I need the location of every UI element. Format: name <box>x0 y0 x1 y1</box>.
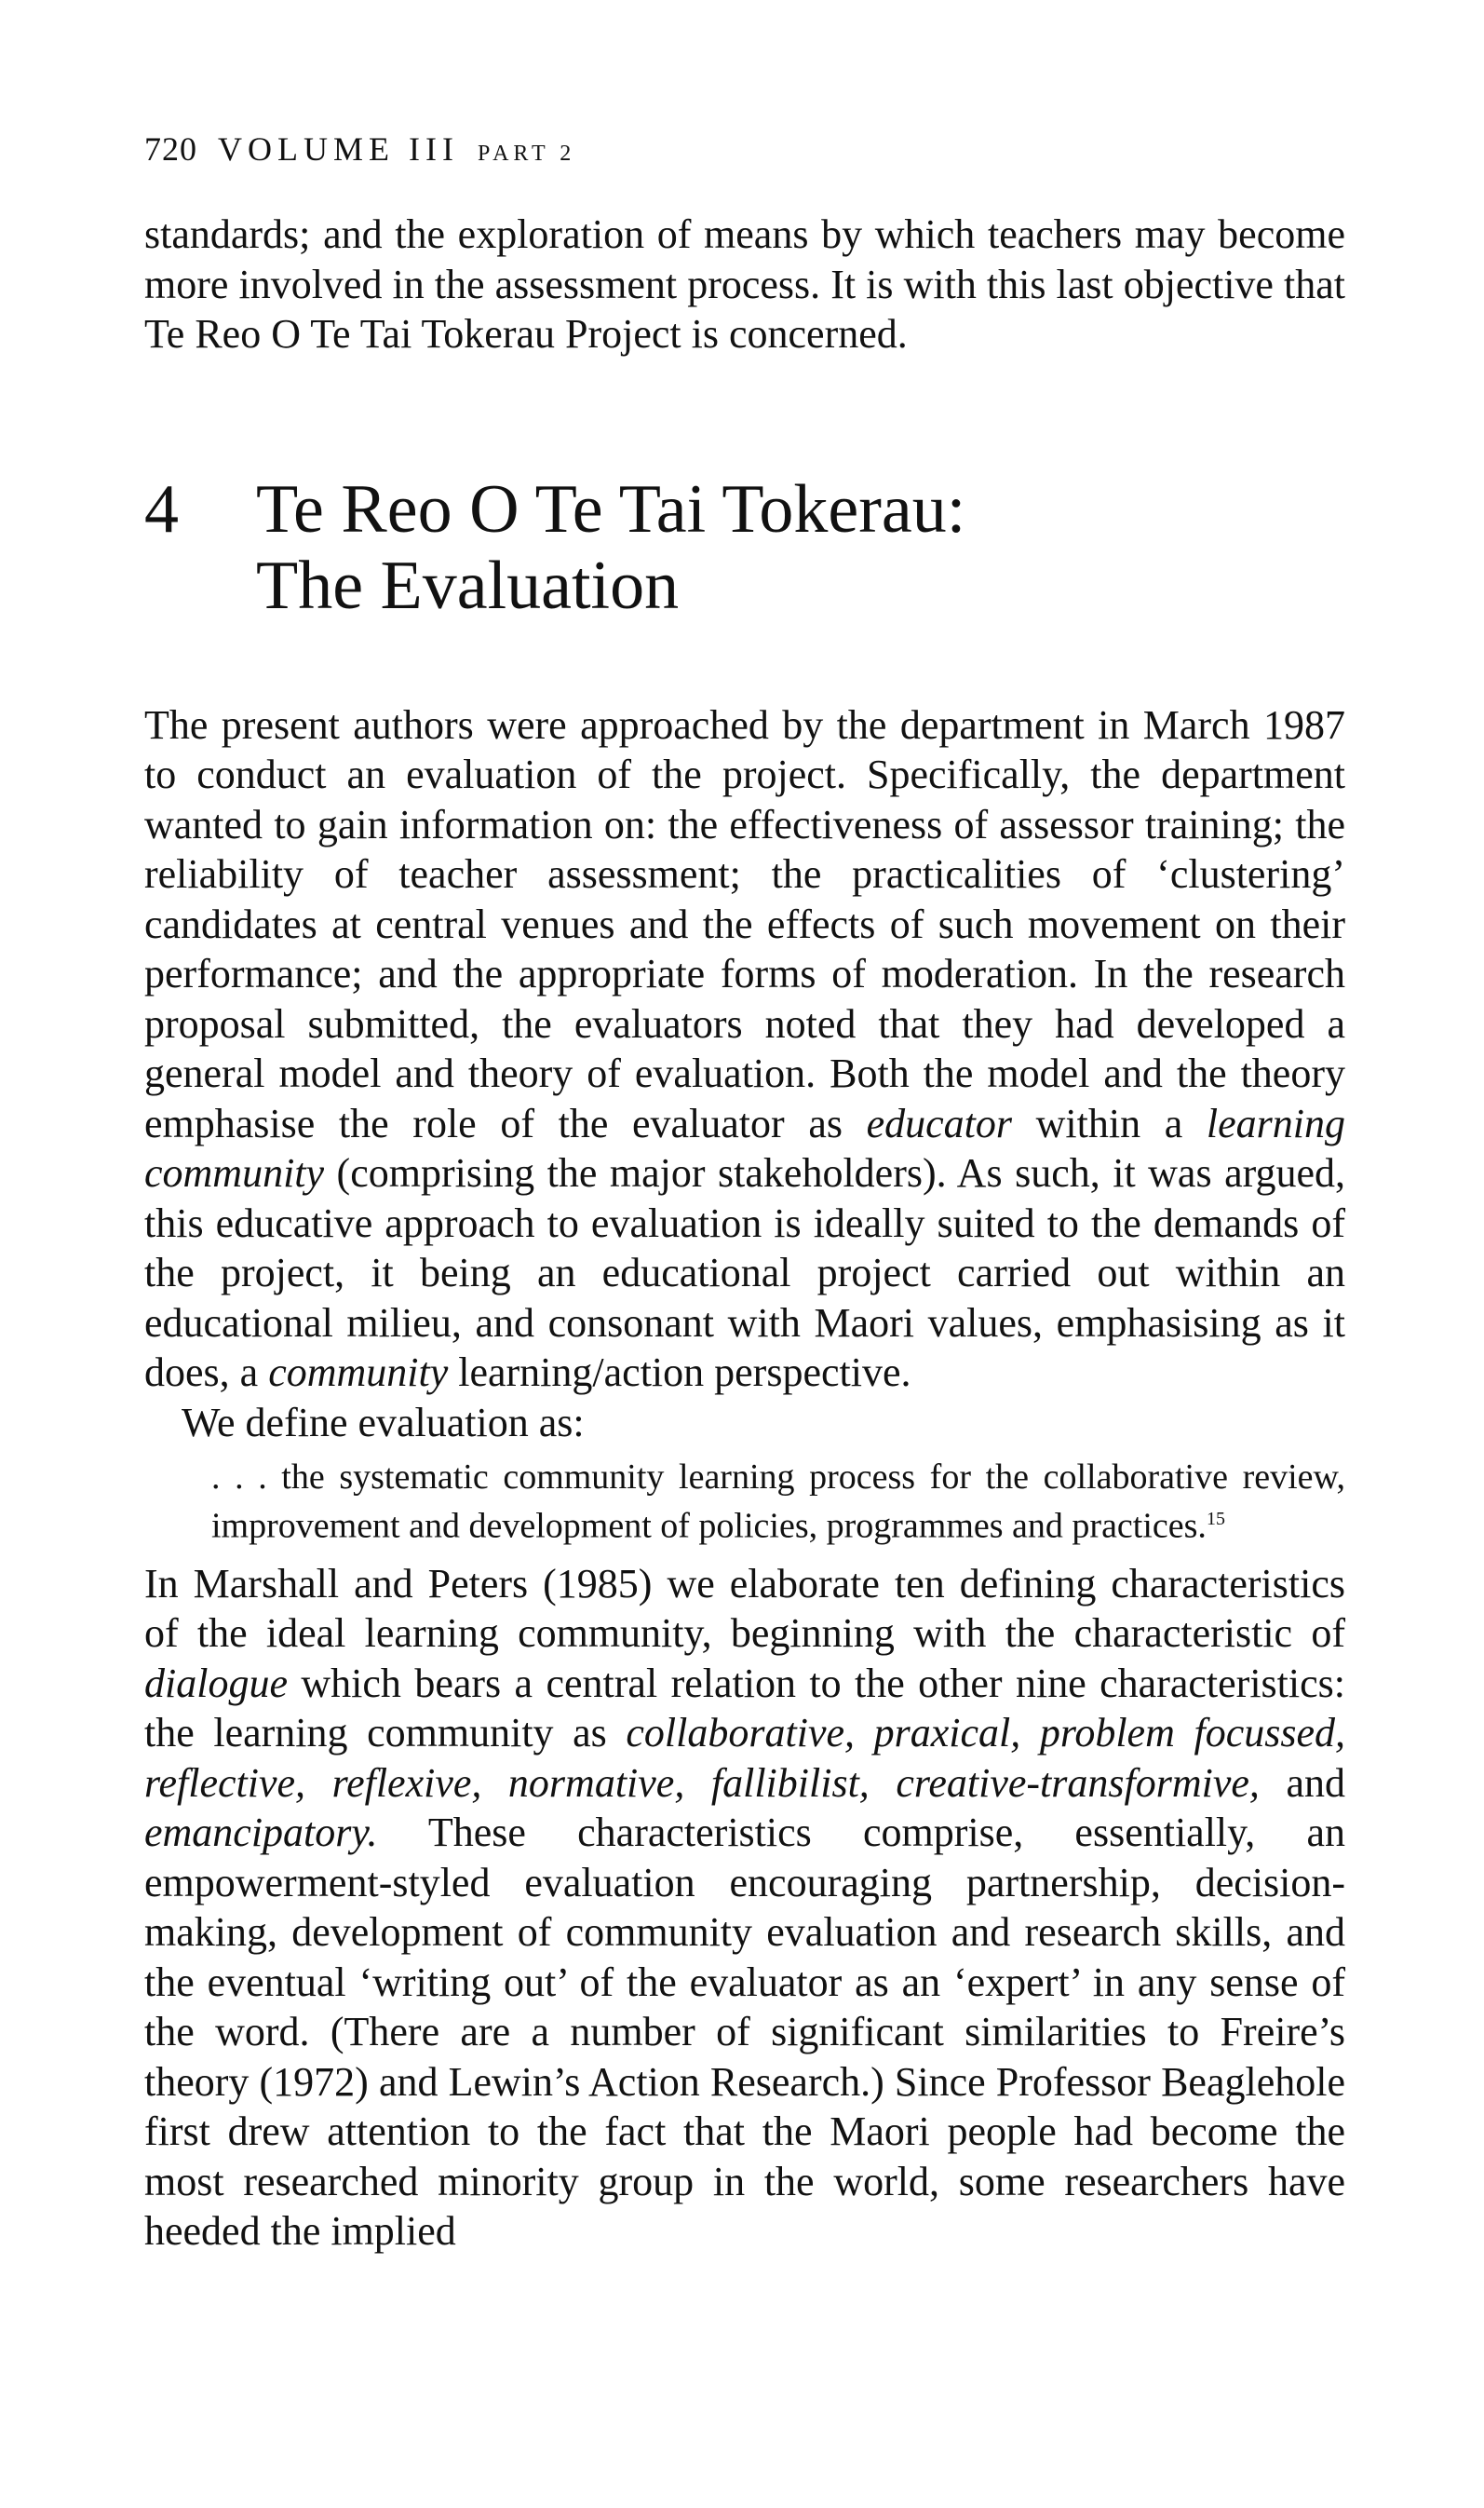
para1-em-learning-community: learning community <box>144 1100 1345 1196</box>
paragraph-1 <box>144 700 1345 1398</box>
para3-text-a: In Marshall and Peters (1985) we elaborate ten defining characteristics of the ideal learning community, beginning with the characteristic of <box>144 1560 1345 1657</box>
intro-paragraph: standards; and the exploration of means by which teachers may become more involved in the assessment process. It is with this last objective that Te Reo O Te Tai Tokerau Project is concerned. <box>144 211 1345 357</box>
paragraph-3 <box>144 1559 1345 2257</box>
para3-text-b: which bears a central relation to the other nine characteristics: the learning community as <box>144 1660 1345 1756</box>
para1-text-c: (comprising the major stakeholders). As such, it was argued, this educative approach to evaluation is ideally suited to the demands of the project, it being an educational project carried out within an educational milieu, and consonant with Maori values, emphasising as it does, a <box>144 1150 1345 1395</box>
para3-text-c: and <box>1259 1759 1345 1806</box>
footnote-marker: 15 <box>1206 1509 1225 1529</box>
section-title-line1: Te Reo O Te Tai Tokerau: <box>256 470 966 548</box>
section-heading <box>144 471 1345 624</box>
para3-em-emancipatory: emancipatory. <box>144 1810 378 1856</box>
para1-em-educator: educator <box>866 1100 1013 1146</box>
para3-text-d: These characteristics comprise, essentially, an empowerment-styled evaluation encouraging partnership, decision-making, development of community evaluation and research skills, and the eventual ‘writing out’ of the evaluator as an ‘expert’ in any sense of the word. (There are a number of significant similarities to Freire’s theory (1972) and Lewin’s Action Research.) Since Professor Beaglehole first drew attention to the fact that the Maori people had become the most researched minority group in the world, some researchers have heeded the implied <box>144 1810 1345 2255</box>
page-number: 720 <box>144 130 197 168</box>
para3-em-list: collaborative, praxical, problem focussed, reflective, reflexive, normative, fallibilist, creative-transformive, <box>144 1710 1345 1806</box>
part-label: PART 2 <box>477 142 576 166</box>
paragraph-2: We define evaluation as: <box>182 1399 585 1445</box>
para1-text-a: The present authors were approached by the department in March 1987 to conduct an evaluation of the project. Specifically, the department wanted to gain information on: the effectiveness of assessor training; the reliability of teacher assessment; the practicalities of ‘clustering’ candidates at central venues and the effects of such movement on their performance; and the appropriate forms of moderation. In the research proposal submitted, the evaluators noted that they had developed a general model and theory of evaluation. Both the model and the theory emphasise the role of the evaluator as <box>144 701 1345 1146</box>
section-title <box>256 471 1094 624</box>
volume-label: VOLUME III <box>218 130 459 168</box>
para3-em-dialogue: dialogue <box>144 1660 288 1706</box>
definition-quote <box>211 1457 1345 1548</box>
running-head <box>144 130 1345 172</box>
para1-em-community: community <box>268 1349 449 1395</box>
section-title-line2: The Evaluation <box>256 547 680 624</box>
section-number: 4 <box>144 470 179 548</box>
para1-text-b: within a <box>1012 1100 1207 1146</box>
para1-text-d: learning/action perspective. <box>448 1349 911 1395</box>
book-page <box>144 130 1345 2257</box>
quote-text: . . . the systematic community learning process for the collaborative review, improvement and development of policies, programmes and practices. <box>211 1457 1345 1546</box>
